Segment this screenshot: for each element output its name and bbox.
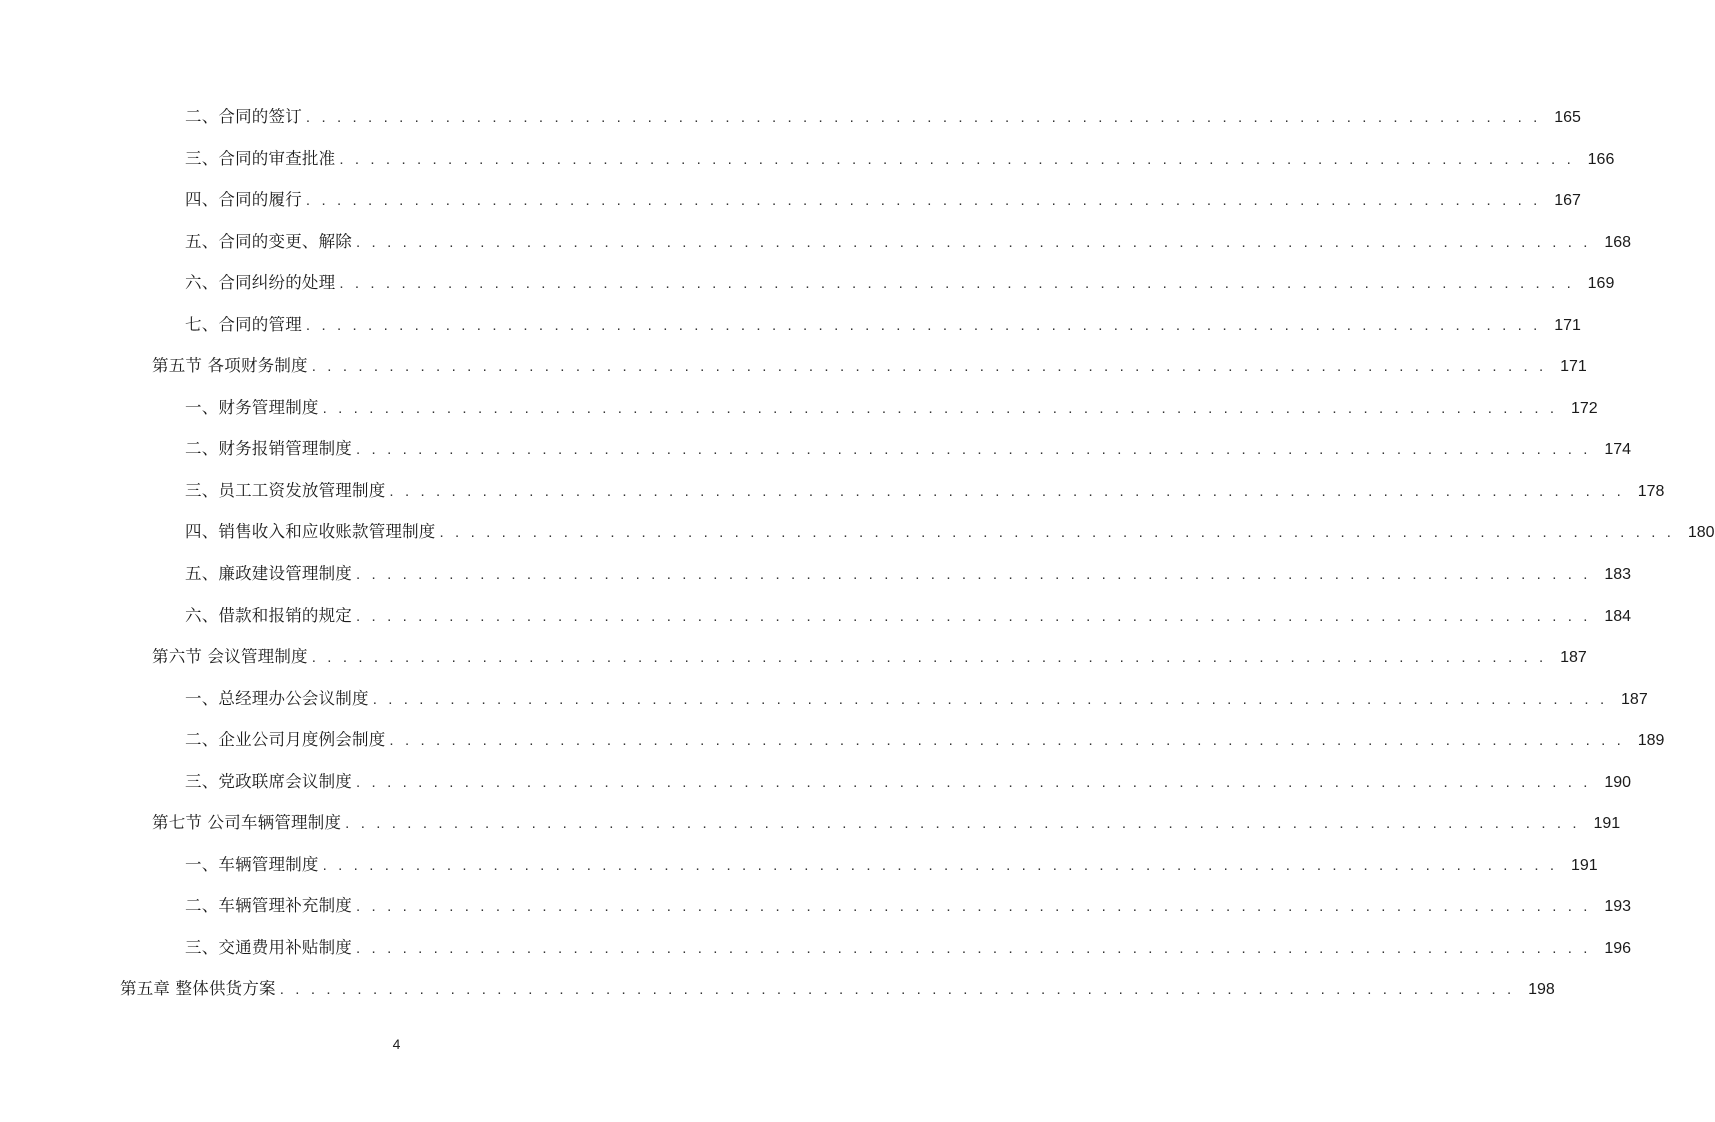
toc-entry[interactable] — [0, 719, 1665, 761]
toc-entry-title: 四、销售收入和应收账款管理制度 — [185, 522, 436, 542]
toc-entry[interactable] — [0, 844, 1598, 886]
toc-dot-leader: . . . . . . . . . . . . . . . . . . . . . . . . . . . . . . . . . . . . . . . . . . . . . . . . . . . . . . . . . . . . . . . . . . . . . . . . . . . . . . . . — [356, 773, 1592, 791]
toc-entry-page: 187 — [1621, 690, 1648, 708]
toc-entry[interactable] — [0, 968, 1555, 1010]
toc-dot-leader: . . . . . . . . . . . . . . . . . . . . . . . . . . . . . . . . . . . . . . . . . . . . . . . . . . . . . . . . . . . . . . . . . . . . . . . . . . . . . . . . — [356, 607, 1592, 625]
toc-entry-title: 二、财务报销管理制度 — [185, 439, 352, 459]
toc-entry-page: 193 — [1604, 898, 1632, 916]
toc-dot-leader: . . . . . . . . . . . . . . . . . . . . . . . . . . . . . . . . . . . . . . . . . . . . . . . . . . . . . . . . . . . . . . . . . . . . . . . . . . . . . . . . — [305, 192, 1541, 210]
toc-entry-title: 一、财务管理制度 — [185, 397, 319, 417]
toc-entry-page: 183 — [1604, 566, 1632, 584]
toc-dot-leader: . . . . . . . . . . . . . . . . . . . . . . . . . . . . . . . . . . . . . . . . . . . . . . . . . . . . . . . . . . . . . . . . . . . . . . . . . . . . . . . . — [356, 566, 1592, 584]
toc-entry-title: 第五章 整体供货方案 — [120, 979, 276, 999]
toc-dot-leader: . . . . . . . . . . . . . . . . . . . . . . . . . . . . . . . . . . . . . . . . . . . . . . . . . . . . . . . . . . . . . . . . . . . . . . . . . . . . . . . . — [305, 109, 1541, 126]
toc-entry-page: 172 — [1570, 399, 1598, 417]
toc-dot-leader: . . . . . . . . . . . . . . . . . . . . . . . . . . . . . . . . . . . . . . . . . . . . . . . . . . . . . . . . . . . . . . . . . . . . . . . . . . . . . . . . — [311, 358, 1547, 376]
toc-entry-page: 189 — [1637, 732, 1665, 750]
toc-entry[interactable] — [0, 304, 1581, 346]
toc-entry-title: 四、合同的履行 — [185, 190, 302, 210]
toc-entry-page: 191 — [1570, 856, 1598, 874]
toc-entry-page: 165 — [1554, 109, 1581, 126]
toc-entry-page: 190 — [1604, 773, 1632, 791]
toc-entry[interactable] — [0, 428, 1632, 470]
toc-entry-title: 三、合同的审查批准 — [185, 148, 336, 168]
toc-entry[interactable] — [0, 678, 1648, 720]
toc-entry-title: 二、企业公司月度例会制度 — [185, 730, 386, 750]
toc-entry-page: 167 — [1554, 192, 1581, 210]
toc-entry-page: 169 — [1587, 275, 1615, 293]
toc-dot-leader: . . . . . . . . . . . . . . . . . . . . . . . . . . . . . . . . . . . . . . . . . . . . . . . . . . . . . . . . . . . . . . . . . . . . . . . . . . . . . . . . — [322, 856, 1558, 874]
toc-entry-page: 171 — [1554, 316, 1581, 334]
toc-dot-leader: . . . . . . . . . . . . . . . . . . . . . . . . . . . . . . . . . . . . . . . . . . . . . . . . . . . . . . . . . . . . . . . . . . . . . . . . . . . . . . . . — [389, 732, 1625, 750]
toc-entry-page: 166 — [1587, 150, 1615, 168]
toc-entry[interactable] — [0, 96, 1581, 138]
toc-dot-leader: . . . . . . . . . . . . . . . . . . . . . . . . . . . . . . . . . . . . . . . . . . . . . . . . . . . . . . . . . . . . . . . . . . . . . . . . . . . . . . . . — [356, 898, 1592, 916]
toc-entry-title: 第五节 各项财务制度 — [152, 356, 308, 376]
toc-entry-title: 二、合同的签订 — [185, 107, 302, 126]
toc-entry[interactable] — [0, 262, 1615, 304]
toc-dot-leader: . . . . . . . . . . . . . . . . . . . . . . . . . . . . . . . . . . . . . . . . . . . . . . . . . . . . . . . . . . . . . . . . . . . . . . . . . . . . . . . . — [322, 399, 1558, 417]
toc-entry-title: 一、总经理办公会议制度 — [185, 688, 369, 708]
toc-entry-page: 171 — [1560, 358, 1587, 376]
toc-dot-leader: . . . . . . . . . . . . . . . . . . . . . . . . . . . . . . . . . . . . . . . . . . . . . . . . . . . . . . . . . . . . . . . . . . . . . . . . . . . . . . . . — [345, 815, 1581, 833]
toc-dot-leader: . . . . . . . . . . . . . . . . . . . . . . . . . . . . . . . . . . . . . . . . . . . . . . . . . . . . . . . . . . . . . . . . . . . . . . . . . . . . . . . . — [305, 316, 1541, 334]
toc-dot-leader: . . . . . . . . . . . . . . . . . . . . . . . . . . . . . . . . . . . . . . . . . . . . . . . . . . . . . . . . . . . . . . . . . . . . . . . . . . . . . . . . — [389, 482, 1625, 500]
toc-entry-title: 六、借款和报销的规定 — [185, 605, 352, 625]
toc-entry-title: 三、党政联席会议制度 — [185, 771, 352, 791]
toc-entry-page: 191 — [1593, 815, 1621, 833]
toc-entry-title: 二、车辆管理补充制度 — [185, 896, 352, 916]
toc-entry[interactable] — [0, 927, 1632, 969]
toc-entry-title: 三、员工工资发放管理制度 — [185, 480, 386, 500]
toc-entry-title: 一、车辆管理制度 — [185, 854, 319, 874]
toc-entry-page: 187 — [1560, 649, 1587, 667]
toc-dot-leader: . . . . . . . . . . . . . . . . . . . . . . . . . . . . . . . . . . . . . . . . . . . . . . . . . . . . . . . . . . . . . . . . . . . . . . . . . . . . . . . . — [356, 939, 1592, 957]
toc-dot-leader: . . . . . . . . . . . . . . . . . . . . . . . . . . . . . . . . . . . . . . . . . . . . . . . . . . . . . . . . . . . . . . . . . . . . . . . . . . . . . . . . — [356, 441, 1592, 459]
toc-entry-page: 196 — [1604, 939, 1632, 957]
table-of-contents — [0, 96, 1715, 1010]
toc-entry-title: 六、合同纠纷的处理 — [185, 273, 336, 293]
toc-entry-page: 184 — [1604, 607, 1632, 625]
toc-entry[interactable] — [0, 595, 1632, 637]
toc-entry[interactable] — [0, 470, 1665, 512]
toc-entry[interactable] — [0, 553, 1632, 595]
toc-entry[interactable] — [0, 636, 1587, 678]
toc-entry-title: 五、廉政建设管理制度 — [185, 564, 352, 584]
page-number: 4 — [392, 1036, 401, 1052]
toc-entry-page: 168 — [1604, 233, 1632, 251]
toc-entry[interactable] — [0, 221, 1632, 263]
toc-entry[interactable] — [0, 179, 1581, 221]
toc-entry-page: 178 — [1637, 482, 1665, 500]
toc-entry-page: 174 — [1604, 441, 1632, 459]
toc-entry[interactable] — [0, 511, 1715, 553]
toc-entry-title: 七、合同的管理 — [185, 314, 302, 334]
toc-entry-title: 第七节 公司车辆管理制度 — [152, 813, 342, 833]
toc-entry[interactable] — [0, 761, 1632, 803]
toc-entry[interactable] — [0, 885, 1632, 927]
toc-dot-leader: . . . . . . . . . . . . . . . . . . . . . . . . . . . . . . . . . . . . . . . . . . . . . . . . . . . . . . . . . . . . . . . . . . . . . . . . . . . . . . . . — [339, 275, 1575, 293]
toc-dot-leader: . . . . . . . . . . . . . . . . . . . . . . . . . . . . . . . . . . . . . . . . . . . . . . . . . . . . . . . . . . . . . . . . . . . . . . . . . . . . . . . . — [311, 649, 1547, 667]
toc-entry-page: 180 — [1687, 524, 1715, 542]
toc-dot-leader: . . . . . . . . . . . . . . . . . . . . . . . . . . . . . . . . . . . . . . . . . . . . . . . . . . . . . . . . . . . . . . . . . . . . . . . . . . . . . . . . — [372, 690, 1608, 708]
toc-entry-page: 198 — [1528, 981, 1555, 999]
toc-entry-title: 第六节 会议管理制度 — [152, 647, 308, 667]
toc-dot-leader: . . . . . . . . . . . . . . . . . . . . . . . . . . . . . . . . . . . . . . . . . . . . . . . . . . . . . . . . . . . . . . . . . . . . . . . . . . . . . . . . — [339, 150, 1575, 168]
toc-entry[interactable] — [0, 345, 1587, 387]
toc-entry[interactable] — [0, 138, 1615, 180]
toc-dot-leader: . . . . . . . . . . . . . . . . . . . . . . . . . . . . . . . . . . . . . . . . . . . . . . . . . . . . . . . . . . . . . . . . . . . . . . . . . . . . . . . . — [356, 233, 1592, 251]
toc-entry[interactable] — [0, 387, 1598, 429]
toc-entry-title: 五、合同的变更、解除 — [185, 231, 352, 251]
toc-entry-title: 三、交通费用补贴制度 — [185, 937, 352, 957]
toc-entry[interactable] — [0, 802, 1621, 844]
toc-dot-leader: . . . . . . . . . . . . . . . . . . . . . . . . . . . . . . . . . . . . . . . . . . . . . . . . . . . . . . . . . . . . . . . . . . . . . . . . . . . . . . . . — [439, 524, 1675, 542]
toc-dot-leader: . . . . . . . . . . . . . . . . . . . . . . . . . . . . . . . . . . . . . . . . . . . . . . . . . . . . . . . . . . . . . . . . . . . . . . . . . . . . . . . . — [279, 981, 1515, 999]
